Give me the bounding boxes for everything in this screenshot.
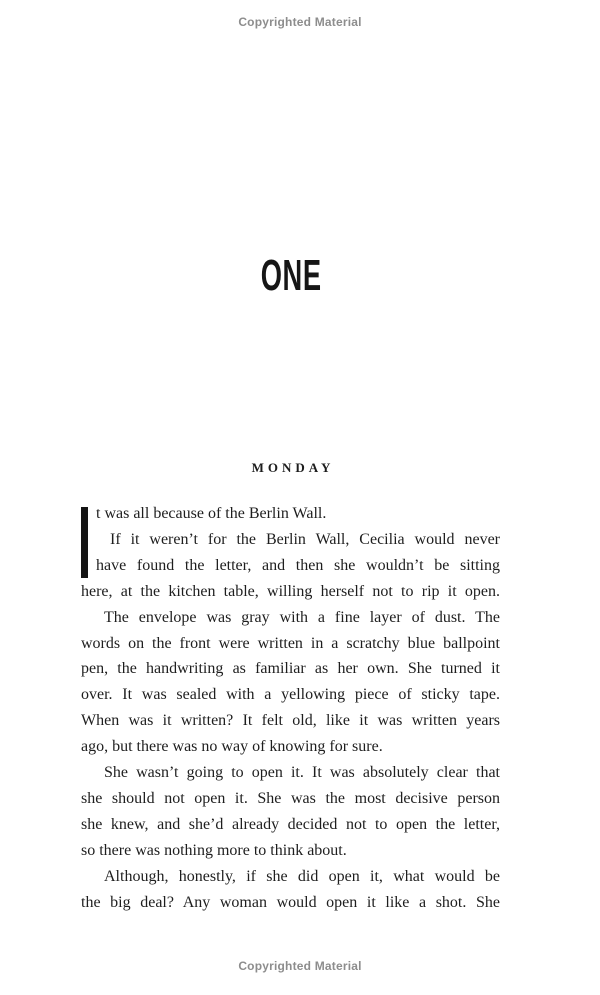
body-line: so there was nothing more to think about.: [81, 841, 347, 859]
chapter-number: ONE: [260, 251, 322, 300]
body-line: over. It was sealed with a yellowing piece of sticky tape.: [81, 686, 500, 704]
body-line: If it weren’t for the Berlin Wall, Cecilia would never: [110, 530, 500, 548]
body-line: she knew, and she’d already decided not to open the letter,: [81, 815, 500, 833]
body-line: pen, the handwriting as familiar as her own. She turned it: [81, 660, 500, 678]
body-line: have found the letter, and then she wouldn’t be sitting: [96, 556, 500, 574]
chapter-heading: [0, 251, 582, 300]
body-line: When was it written? It felt old, like it was written years: [81, 712, 500, 730]
body-line: The envelope was gray with a fine layer of dust. The: [104, 608, 500, 626]
body-text: [81, 501, 500, 916]
drop-cap-letter: [81, 507, 88, 578]
body-line: she should not open it. She was the most decisive person: [81, 789, 500, 807]
body-line: here, at the kitchen table, willing herself not to rip it open.: [81, 582, 500, 600]
copyright-notice-top: Copyrighted Material: [238, 15, 362, 29]
body-line: Although, honestly, if she did open it, what would be: [104, 867, 500, 885]
body-line: the big deal? Any woman would open it like a shot. She: [81, 893, 500, 911]
body-line: words on the front were written in a scratchy blue ballpoint: [81, 634, 500, 652]
body-line: ago, but there was no way of knowing for sure.: [81, 738, 383, 756]
body-line: She wasn’t going to open it. It was absolutely clear that: [104, 764, 500, 782]
day-heading: MONDAY: [251, 460, 335, 475]
body-line: t was all because of the Berlin Wall.: [96, 505, 327, 522]
copyright-notice-bottom: Copyrighted Material: [238, 959, 362, 973]
